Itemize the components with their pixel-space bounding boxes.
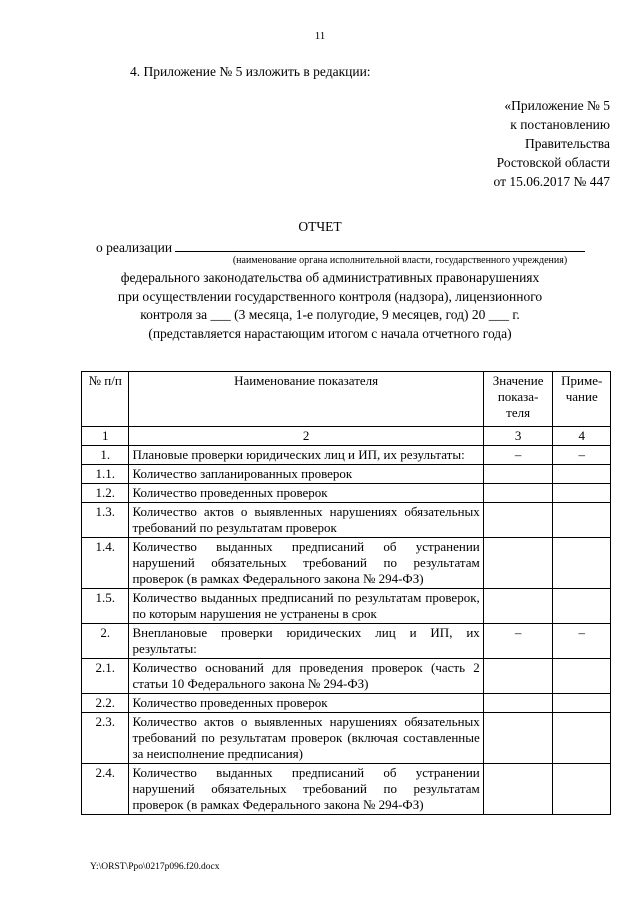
page-number: 11: [314, 30, 326, 42]
realization-prefix: о реализации: [96, 240, 173, 255]
row-num: 1.2.: [82, 484, 129, 503]
realization-blank: [175, 238, 585, 252]
row-note: [553, 694, 611, 713]
row-name: Количество проведенных проверок: [129, 484, 483, 503]
row-value: [483, 589, 553, 624]
report-subtitle: [60, 269, 600, 343]
row-name: Количество запланированных проверок: [129, 465, 483, 484]
col-number: 1: [82, 427, 129, 446]
row-num: 1.4.: [82, 538, 129, 589]
appendix-line: «Приложение № 5: [504, 98, 610, 113]
row-note: [553, 589, 611, 624]
table-row: [82, 713, 611, 764]
row-value: –: [483, 624, 553, 659]
subtitle-line: (представляется нарастающим итогом с начала отчетного года): [148, 325, 512, 341]
column-number-row: [82, 427, 611, 446]
row-note: [553, 764, 611, 815]
table-row: [82, 694, 611, 713]
row-name: Плановые проверки юридических лиц и ИП, их результаты:: [129, 446, 483, 465]
row-value: [483, 484, 553, 503]
row-value: [483, 503, 553, 538]
row-num: 1.5.: [82, 589, 129, 624]
row-value: –: [483, 446, 553, 465]
table-row: [82, 484, 611, 503]
realization-hint: (наименование органа исполнительной власти, государственного учреждения): [232, 255, 568, 266]
row-num: 1.: [82, 446, 129, 465]
row-num: 2.4.: [82, 764, 129, 815]
header-note: Приме-чание: [553, 372, 611, 427]
table-row: [82, 589, 611, 624]
row-note: [553, 484, 611, 503]
appendix-line: Правительства: [525, 136, 610, 151]
table-row: [82, 659, 611, 694]
row-value: [483, 694, 553, 713]
table-header-row: [82, 372, 611, 427]
table-row: [82, 538, 611, 589]
row-name: Внеплановые проверки юридических лиц и ИП, их результаты:: [129, 624, 483, 659]
row-num: 2.3.: [82, 713, 129, 764]
row-num: 2.: [82, 624, 129, 659]
row-value: [483, 465, 553, 484]
row-note: [553, 538, 611, 589]
subtitle-line: при осуществлении государственного контроля (надзора), лицензионного: [117, 288, 543, 304]
col-number: 3: [483, 427, 553, 446]
row-value: [483, 538, 553, 589]
appendix-header: [420, 96, 610, 191]
row-name: Количество оснований для проведения проверок (часть 2 статьи 10 Федерального закона № 294-ФЗ): [129, 659, 483, 694]
table-row: [82, 503, 611, 538]
row-name: Количество актов о выявленных нарушениях обязательных требований по результатам проверок: [129, 503, 483, 538]
header-name: Наименование показателя: [129, 372, 483, 427]
row-name: Количество выданных предписаний об устранении нарушений обязательных требований по результатам проверок (в рамках Федерального закона № 294-ФЗ): [129, 764, 483, 815]
realization-line: [96, 238, 585, 256]
row-name: Количество проведенных проверок: [129, 694, 483, 713]
table-row: [82, 764, 611, 815]
row-value: [483, 659, 553, 694]
report-title: ОТЧЕТ: [298, 219, 342, 234]
header-value: Значение показа-теля: [483, 372, 553, 427]
row-num: 1.1.: [82, 465, 129, 484]
row-note: [553, 659, 611, 694]
file-path-footer: Y:\ORST\Ppo\0217p096.f20.docx: [90, 862, 220, 872]
col-number: 4: [553, 427, 611, 446]
row-value: [483, 764, 553, 815]
table-row: [82, 465, 611, 484]
report-table: [81, 371, 611, 815]
subtitle-line: федерального законодательства об административных правонарушениях: [120, 270, 540, 285]
subtitle-line: контроля за ___ (3 месяца, 1-е полугодие, 9 месяцев, год) 20 ___ г.: [140, 307, 520, 322]
table-row: [82, 624, 611, 659]
header-num: № п/п: [82, 372, 129, 427]
row-num: 2.1.: [82, 659, 129, 694]
row-num: 1.3.: [82, 503, 129, 538]
row-name: Количество актов о выявленных нарушениях обязательных требований по результатам проверок (включая составленные за неисполнение предписания): [129, 713, 483, 764]
row-name: Количество выданных предписаний по результатам проверок, по которым нарушения не устранены в срок: [129, 589, 483, 624]
row-note: [553, 503, 611, 538]
row-note: [553, 465, 611, 484]
row-name: Количество выданных предписаний об устранении нарушений обязательных требований по результатам проверок (в рамках Федерального закона № 294-ФЗ): [129, 538, 483, 589]
appendix-line: Ростовской области: [496, 155, 610, 170]
row-note: –: [553, 624, 611, 659]
row-value: [483, 713, 553, 764]
table-row: [82, 446, 611, 465]
col-number: 2: [129, 427, 483, 446]
row-num: 2.2.: [82, 694, 129, 713]
appendix-line: к постановлению: [510, 117, 610, 132]
row-note: –: [553, 446, 611, 465]
row-note: [553, 713, 611, 764]
amendment-item-4: 4. Приложение № 5 изложить в редакции:: [130, 64, 371, 79]
appendix-line: от 15.06.2017 № 447: [493, 174, 610, 189]
